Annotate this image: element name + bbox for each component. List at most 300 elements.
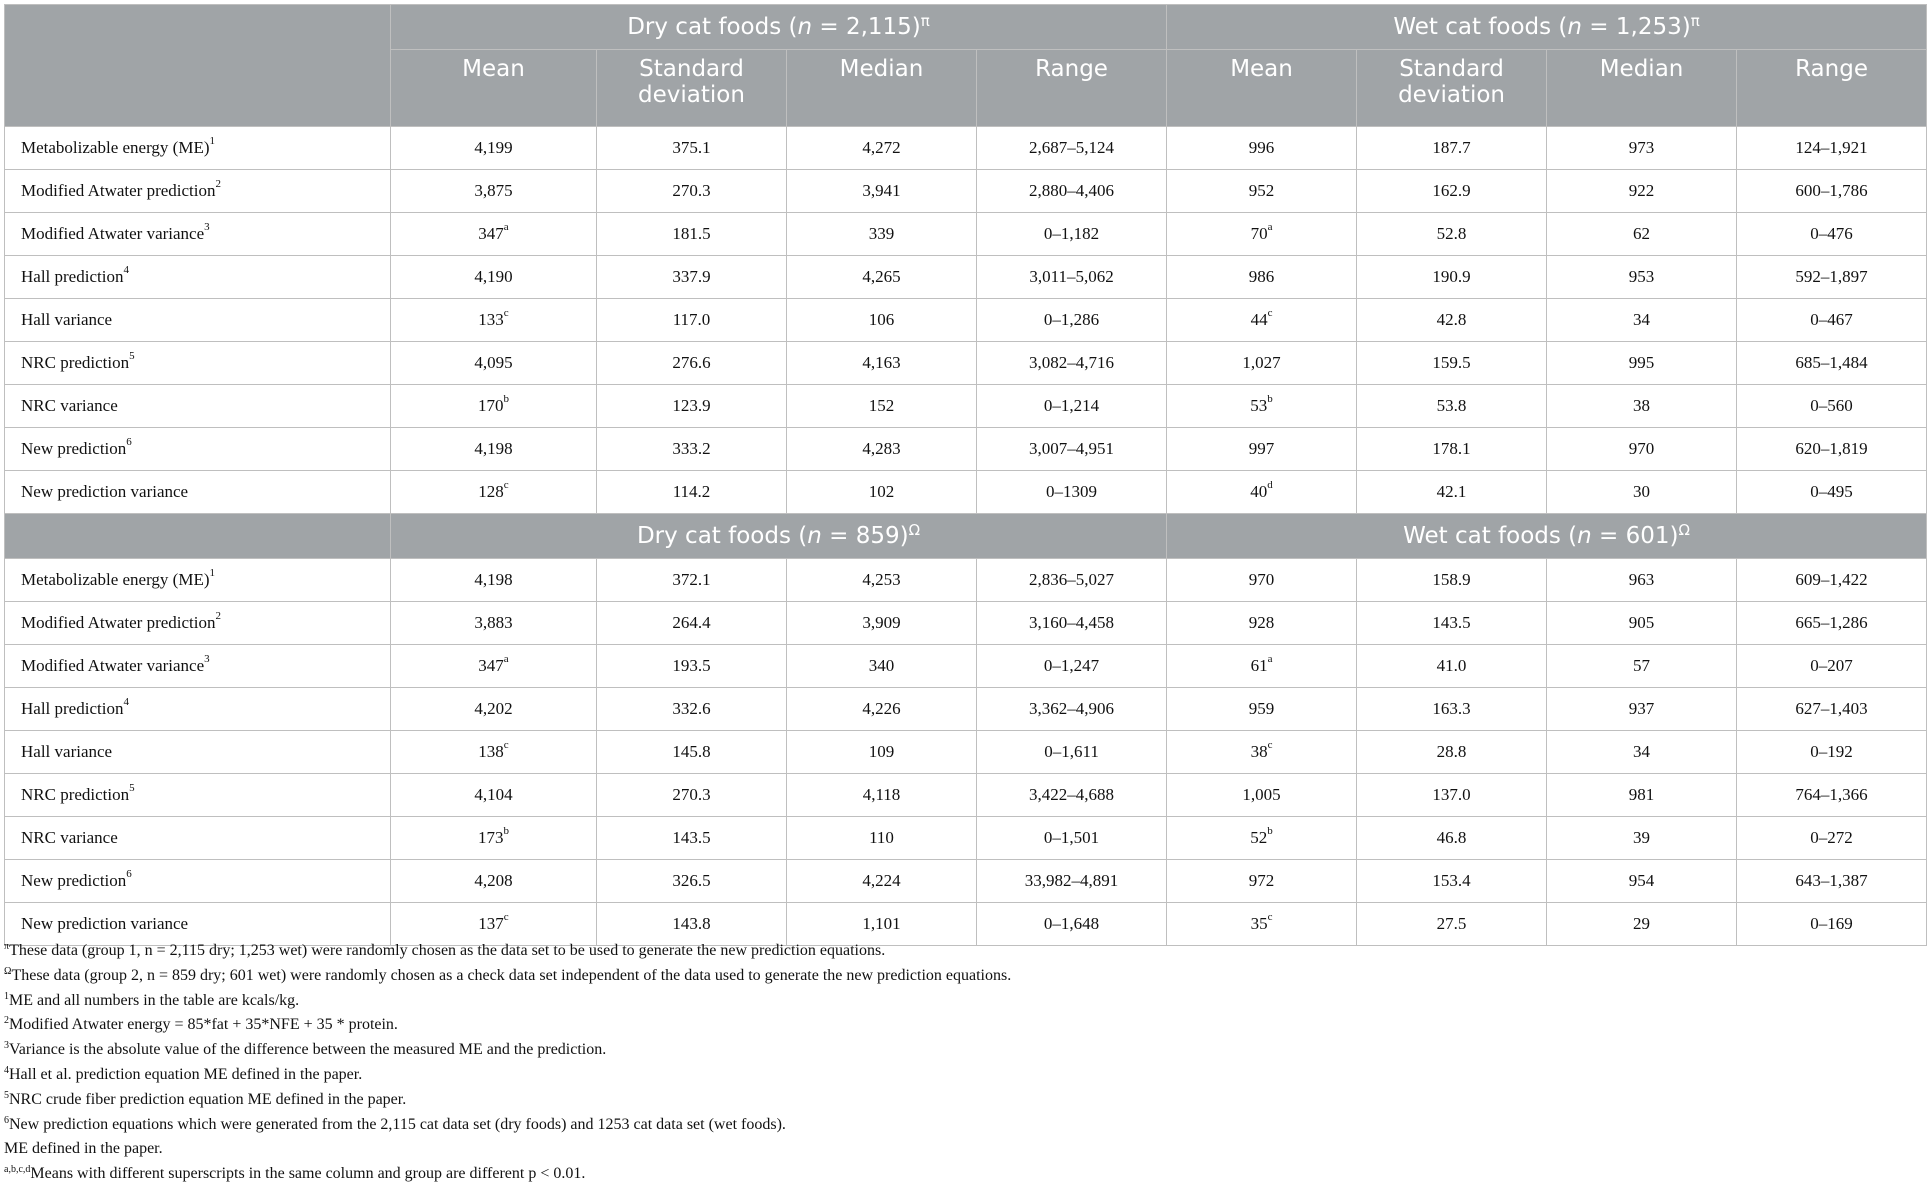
table-cell [1547, 817, 1737, 860]
cell-value: 102 [868, 482, 895, 501]
footnote [4, 1063, 1904, 1088]
footnote-mark: 5 [129, 782, 135, 794]
column-header: Range [977, 50, 1167, 127]
cell-value: 2,880–4,406 [1029, 181, 1115, 200]
table-cell [597, 860, 787, 903]
cell-value: 372.1 [672, 570, 711, 589]
table-cell [391, 256, 597, 299]
cell-value: 347 [478, 656, 504, 675]
footnote [4, 1113, 1904, 1138]
table-cell [1357, 342, 1547, 385]
table-cell [1737, 559, 1927, 602]
cell-value: 106 [868, 310, 895, 329]
row-label-text: New prediction variance [21, 914, 189, 933]
group2-body [5, 559, 1927, 946]
table-cell [787, 645, 977, 688]
table-cell [597, 256, 787, 299]
cell-value: 0–272 [1810, 828, 1853, 847]
cell-value: 170 [478, 396, 504, 415]
cell-value: 42.1 [1436, 482, 1467, 501]
row-label [5, 731, 391, 774]
significance-mark: c [503, 479, 509, 491]
table-cell [391, 602, 597, 645]
footnote [4, 939, 1904, 964]
cell-value: 193.5 [672, 656, 711, 675]
cell-value: 29 [1633, 914, 1651, 933]
cell-value: 38 [1633, 396, 1651, 415]
cell-value: 0–169 [1810, 914, 1853, 933]
cell-value: 41.0 [1436, 656, 1467, 675]
group2-dry-header: Dry cat foods (n = 859)$^\Omega$ [391, 514, 1167, 559]
cell-value: 4,272 [862, 138, 901, 157]
cell-value: 922 [1628, 181, 1655, 200]
table-cell [597, 602, 787, 645]
cell-value: 173 [478, 828, 504, 847]
table-cell [597, 170, 787, 213]
table-cell [977, 860, 1167, 903]
cell-value: 153.4 [1432, 871, 1471, 890]
table-cell [1357, 602, 1547, 645]
cell-value: 4,198 [474, 570, 513, 589]
significance-mark: b [503, 393, 509, 405]
cell-value: 34 [1633, 742, 1651, 761]
row-label-text: NRC variance [21, 828, 118, 847]
table-cell [787, 385, 977, 428]
cell-value: 970 [1248, 570, 1275, 589]
table-cell [1737, 170, 1927, 213]
footnote [4, 1088, 1904, 1113]
footnote-mark: 3 [4, 1040, 9, 1052]
table-cell [1167, 774, 1357, 817]
footnote-mark: π [4, 941, 10, 952]
cell-value: 3,883 [474, 613, 513, 632]
row-label-text: Hall variance [21, 742, 113, 761]
footnote-text: Means with different superscripts in the same column and group are different p < 0.01. [30, 1165, 586, 1183]
footnote-mark: 3 [204, 653, 210, 665]
row-label [5, 213, 391, 256]
group1-dry-header: Dry cat foods (n = 2,115)$^\pi$ [391, 5, 1167, 50]
table-cell [977, 428, 1167, 471]
table-cell [1737, 774, 1927, 817]
significance-mark: d [1267, 479, 1273, 491]
table-cell [391, 774, 597, 817]
cell-value: 4,224 [862, 871, 901, 890]
table-cell [1167, 342, 1357, 385]
cell-value: 333.2 [672, 439, 711, 458]
table-cell [391, 731, 597, 774]
footnote-mark: 1 [4, 990, 9, 1002]
significance-mark: c [503, 911, 509, 923]
table-row [5, 645, 1927, 688]
table-cell [977, 213, 1167, 256]
cell-value: 928 [1248, 613, 1275, 632]
table-row [5, 299, 1927, 342]
cell-value: 4,104 [474, 785, 513, 804]
table-cell [1737, 213, 1927, 256]
row-label-text: NRC prediction [21, 353, 130, 372]
footnote-mark: 2 [215, 178, 222, 190]
table-cell [1357, 299, 1547, 342]
footnote-mark: 6 [126, 868, 132, 880]
cell-value: 57 [1633, 656, 1651, 675]
footnote-text: New prediction equations which were generated from the 2,115 cat data set (dry foods) and 1253 cat data set (wet foods). [9, 1115, 786, 1133]
table-cell [1167, 170, 1357, 213]
column-header: Mean [391, 50, 597, 127]
table-cell [1357, 127, 1547, 170]
cell-value: 337.9 [672, 267, 711, 286]
table-cell [1167, 127, 1357, 170]
cell-value: 592–1,897 [1795, 267, 1868, 286]
cell-value: 62 [1633, 224, 1651, 243]
table-row [5, 213, 1927, 256]
table-row [5, 602, 1927, 645]
cell-value: 143.8 [672, 914, 711, 933]
table-cell [1737, 860, 1927, 903]
table-cell [1167, 471, 1357, 514]
cell-value: 123.9 [672, 396, 711, 415]
footnote-mark: 6 [126, 436, 132, 448]
significance-mark: c [503, 307, 509, 319]
cell-value: 4,265 [862, 267, 901, 286]
cell-value: 181.5 [672, 224, 711, 243]
cell-value: 137 [478, 914, 504, 933]
table-cell [977, 256, 1167, 299]
table-cell [391, 688, 597, 731]
row-label-text: Hall prediction [21, 267, 124, 286]
row-label-text: New prediction variance [21, 482, 189, 501]
cell-value: 40 [1250, 482, 1268, 501]
cell-value: 937 [1628, 699, 1655, 718]
cell-value: 0–1309 [1046, 482, 1098, 501]
group1-wet-header: Wet cat foods (n = 1,253)$^\pi$ [1167, 5, 1927, 50]
table-cell [597, 559, 787, 602]
column-header: Median [787, 50, 977, 127]
row-label-header [5, 514, 391, 559]
footnotes [4, 939, 1904, 1187]
footnote-mark: 4 [4, 1064, 9, 1076]
cell-value: 347 [478, 224, 504, 243]
cell-value: 143.5 [1432, 613, 1471, 632]
table-row [5, 256, 1927, 299]
footnote-mark: 1 [209, 567, 216, 579]
table-cell [391, 817, 597, 860]
table-cell [977, 385, 1167, 428]
cell-value: 996 [1248, 138, 1275, 157]
table-cell [391, 342, 597, 385]
table-cell [787, 256, 977, 299]
cell-value: 163.3 [1432, 699, 1471, 718]
row-label [5, 428, 391, 471]
cell-value: 332.6 [672, 699, 711, 718]
row-label [5, 774, 391, 817]
table-cell [1547, 127, 1737, 170]
cell-value: 973 [1628, 138, 1655, 157]
footnote-text: Variance is the absolute value of the difference between the measured ME and the prediction. [9, 1041, 607, 1059]
cell-value: 4,208 [474, 871, 513, 890]
table-cell [1737, 127, 1927, 170]
cell-value: 137.0 [1432, 785, 1471, 804]
table-cell [1167, 213, 1357, 256]
table-cell [1547, 860, 1737, 903]
table-cell [977, 299, 1167, 342]
cell-value: 609–1,422 [1795, 570, 1868, 589]
row-label [5, 342, 391, 385]
column-header: Standard deviation [1357, 50, 1547, 127]
table-row [5, 428, 1927, 471]
cell-value: 339 [868, 224, 895, 243]
row-label-text: Modified Atwater variance [21, 224, 205, 243]
table-cell [1167, 645, 1357, 688]
cell-value: 44 [1250, 310, 1268, 329]
table-cell [1547, 471, 1737, 514]
cell-value: 4,226 [862, 699, 901, 718]
table-row [5, 774, 1927, 817]
cell-value: 124–1,921 [1795, 138, 1868, 157]
table-cell [1737, 645, 1927, 688]
cell-value: 972 [1248, 871, 1275, 890]
cell-value: 0–467 [1810, 310, 1853, 329]
table-cell [1167, 428, 1357, 471]
table-cell [1547, 342, 1737, 385]
table-cell [1167, 256, 1357, 299]
cell-value: 0–476 [1810, 224, 1853, 243]
table-cell [787, 213, 977, 256]
cell-value: 117.0 [672, 310, 711, 329]
table-cell [1547, 213, 1737, 256]
table-cell [977, 645, 1167, 688]
significance-mark: a [1267, 221, 1273, 233]
table-cell [787, 559, 977, 602]
table-cell [391, 860, 597, 903]
row-label [5, 299, 391, 342]
table-cell [977, 688, 1167, 731]
cell-value: 1,101 [862, 914, 901, 933]
cell-value: 4,118 [862, 785, 901, 804]
significance-mark: a [503, 221, 509, 233]
footnote-text: These data (group 2, n = 859 dry; 601 wet) were randomly chosen as a check data set independent of the data used to generate the new prediction equations. [11, 966, 1012, 984]
significance-mark: b [1267, 393, 1273, 405]
table-row [5, 559, 1927, 602]
footnote [4, 1013, 1904, 1038]
footnote-mark: 3 [204, 221, 210, 233]
table-cell [597, 299, 787, 342]
cell-value: 34 [1633, 310, 1651, 329]
table-cell [1547, 602, 1737, 645]
cell-value: 46.8 [1436, 828, 1467, 847]
column-header: Standard deviation [597, 50, 787, 127]
cell-value: 600–1,786 [1795, 181, 1868, 200]
table-cell [1357, 645, 1547, 688]
cell-value: 52 [1250, 828, 1268, 847]
cell-value: 3,362–4,906 [1029, 699, 1115, 718]
significance-mark: a [1267, 653, 1273, 665]
table-cell [977, 471, 1167, 514]
row-label-text: NRC variance [21, 396, 118, 415]
cell-value: 53.8 [1436, 396, 1467, 415]
table-cell [787, 688, 977, 731]
cell-value: 905 [1628, 613, 1655, 632]
table-row [5, 170, 1927, 213]
cell-value: 4,190 [474, 267, 513, 286]
cell-value: 158.9 [1432, 570, 1471, 589]
cell-value: 42.8 [1436, 310, 1467, 329]
table-cell [391, 385, 597, 428]
table-cell [597, 342, 787, 385]
row-label-header [5, 5, 391, 127]
cell-value: 0–1,214 [1043, 396, 1100, 415]
cell-value: 270.3 [672, 785, 711, 804]
cell-value: 953 [1628, 267, 1655, 286]
table-cell [1357, 559, 1547, 602]
cell-value: 764–1,366 [1795, 785, 1868, 804]
cell-value: 4,202 [474, 699, 513, 718]
table-cell [391, 645, 597, 688]
table-row [5, 471, 1927, 514]
table-cell [1167, 817, 1357, 860]
cell-value: 952 [1248, 181, 1275, 200]
footnote [4, 1137, 1904, 1162]
significance-mark: c [1267, 739, 1273, 751]
footnote [4, 1038, 1904, 1063]
table-cell [977, 127, 1167, 170]
table-cell [787, 860, 977, 903]
row-label-text: Hall prediction [21, 699, 124, 718]
footnote-text: ME defined in the paper. [4, 1140, 163, 1158]
footnote [4, 964, 1904, 989]
cell-value: 114.2 [672, 482, 711, 501]
table-cell [1357, 731, 1547, 774]
table-cell [597, 428, 787, 471]
table-cell [1357, 385, 1547, 428]
cell-value: 0–1,247 [1043, 656, 1100, 675]
cell-value: 1,027 [1242, 353, 1281, 372]
cell-value: 643–1,387 [1795, 871, 1868, 890]
cell-value: 264.4 [672, 613, 711, 632]
row-label-text: NRC prediction [21, 785, 130, 804]
table-cell [1737, 471, 1927, 514]
table-cell [1737, 817, 1927, 860]
row-label [5, 127, 391, 170]
table-cell [1167, 688, 1357, 731]
row-label [5, 385, 391, 428]
cell-value: 30 [1633, 482, 1651, 501]
table-cell [597, 731, 787, 774]
table-cell [1357, 213, 1547, 256]
table-cell [1547, 385, 1737, 428]
cell-value: 61 [1250, 656, 1268, 675]
footnote-mark: 2 [4, 1015, 9, 1027]
cell-value: 986 [1248, 267, 1275, 286]
table-cell [1547, 428, 1737, 471]
table-cell [1737, 256, 1927, 299]
cell-value: 3,160–4,458 [1029, 613, 1115, 632]
table-cell [1737, 299, 1927, 342]
row-label [5, 471, 391, 514]
cell-value: 997 [1248, 439, 1275, 458]
table-cell [787, 342, 977, 385]
significance-mark: c [503, 739, 509, 751]
table-cell [391, 213, 597, 256]
cell-value: 52.8 [1436, 224, 1467, 243]
row-label-text: Modified Atwater variance [21, 656, 205, 675]
cell-value: 27.5 [1436, 914, 1467, 933]
row-label-text: Hall variance [21, 310, 113, 329]
table-cell [1547, 170, 1737, 213]
cell-value: 145.8 [672, 742, 711, 761]
table-cell [597, 471, 787, 514]
footnote-text: ME and all numbers in the table are kcals/kg. [9, 991, 300, 1009]
table-cell [1547, 645, 1737, 688]
table-cell [1357, 688, 1547, 731]
footnote-text: Hall et al. prediction equation ME defined in the paper. [9, 1065, 363, 1083]
row-label [5, 688, 391, 731]
table-cell [391, 559, 597, 602]
cell-value: 0–1,286 [1043, 310, 1100, 329]
cell-value: 963 [1628, 570, 1655, 589]
cell-value: 1,005 [1242, 785, 1281, 804]
row-label [5, 256, 391, 299]
table-cell [597, 817, 787, 860]
significance-mark: c [1267, 307, 1273, 319]
cell-value: 4,199 [474, 138, 513, 157]
table-cell [977, 170, 1167, 213]
table-cell [597, 385, 787, 428]
table-row [5, 342, 1927, 385]
cell-value: 2,687–5,124 [1029, 138, 1115, 157]
row-label [5, 602, 391, 645]
cell-value: 620–1,819 [1795, 439, 1868, 458]
significance-mark: a [503, 653, 509, 665]
cell-value: 128 [478, 482, 504, 501]
cell-value: 38 [1250, 742, 1268, 761]
significance-mark: b [503, 825, 509, 837]
cell-value: 665–1,286 [1795, 613, 1868, 632]
cell-value: 954 [1628, 871, 1655, 890]
footnote-mark: 1 [209, 135, 216, 147]
cell-value: 3,941 [862, 181, 901, 200]
row-label-text: Modified Atwater prediction [21, 613, 216, 632]
footnote-mark: 4 [123, 696, 129, 708]
table-cell [1357, 428, 1547, 471]
row-label [5, 860, 391, 903]
cell-value: 685–1,484 [1795, 353, 1868, 372]
table-cell [1737, 342, 1927, 385]
footnote-mark: 5 [4, 1089, 9, 1101]
table-cell [391, 299, 597, 342]
cell-value: 970 [1628, 439, 1655, 458]
cell-value: 627–1,403 [1795, 699, 1868, 718]
table-cell [977, 817, 1167, 860]
table-cell [787, 774, 977, 817]
table-cell [1167, 860, 1357, 903]
row-label-text: New prediction [21, 871, 127, 890]
cell-value: 270.3 [672, 181, 711, 200]
footnote-mark: 4 [123, 264, 129, 276]
row-label-text: New prediction [21, 439, 127, 458]
table-cell [391, 127, 597, 170]
cell-value: 3,011–5,062 [1029, 267, 1114, 286]
cell-value: 981 [1628, 785, 1655, 804]
group2-header [5, 514, 1927, 559]
cell-value: 35 [1250, 914, 1268, 933]
cell-value: 28.8 [1436, 742, 1467, 761]
cell-value: 159.5 [1432, 353, 1471, 372]
table-cell [1167, 385, 1357, 428]
table-cell [1547, 688, 1737, 731]
cell-value: 0–560 [1810, 396, 1853, 415]
column-header: Median [1547, 50, 1737, 127]
cell-value: 152 [868, 396, 895, 415]
